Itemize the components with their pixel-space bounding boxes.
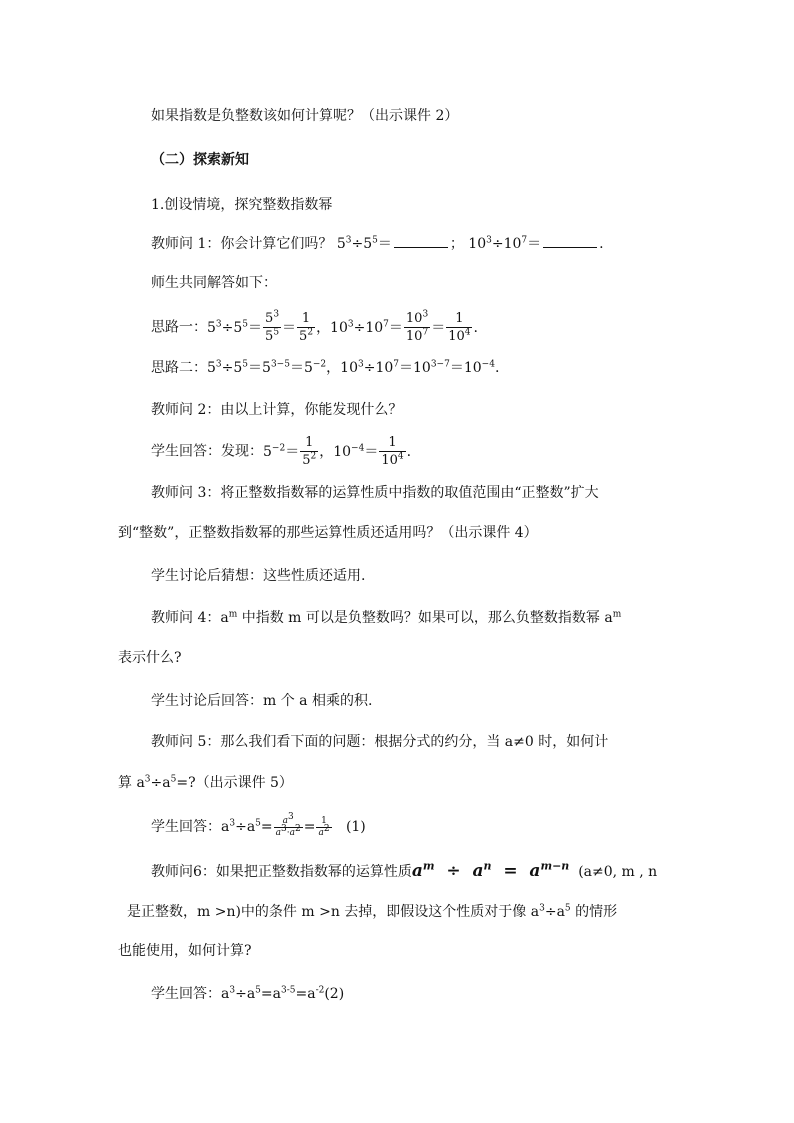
student-answer-2-math: $a^3\div a^5=a^{3-5}=a^{-2}$ (221, 985, 325, 1002)
question-6-condition: (a≠0, m , n (578, 864, 658, 880)
equation-tag-2: (2) (324, 986, 345, 1002)
question-3-line-2 (118, 523, 538, 543)
question-4-text-b: 中指数 m 可以是负整数吗？如果可以，那么负整数指数幂 a (237, 610, 613, 626)
idea-2-math: $5^3\div 5^5=5^{3-5}=5^{-2}$，$10^3\div 10^7=10^{3-7}=10^{-4}$. (207, 359, 500, 376)
question-3-text-2: 到“整数”，正整数指数幂的那些运算性质还适用吗？（出示课件 4） (118, 525, 538, 541)
question-1-text: 教师问 1：你会计算它们吗？ (151, 236, 333, 252)
question-3-line-1 (151, 483, 599, 503)
equation-tag-1: (1) (345, 819, 366, 835)
q5-exp-3: 3 (144, 774, 151, 785)
question-6-line-2 (127, 902, 617, 922)
question-4-text-a: 教师问 4：a (151, 610, 229, 626)
question-6-text-a: 教师问6：如果把正整数指数幂的运算性质 (151, 864, 412, 880)
q4-exp-m-1: m (228, 609, 238, 620)
question-4-line-1 (151, 608, 621, 628)
question-6-text-2: 是正整数，m >n)中的条件 m >n 去掉，即假设这个性质对于像 a (127, 904, 540, 920)
sub-heading-text: 1.创设情境，探究整数指数幂 (151, 197, 333, 213)
section-heading (151, 150, 249, 170)
student-answer-1-line (151, 812, 366, 842)
question-5-line-1 (151, 732, 608, 752)
student-found-math: $5^{-2}=$ $\frac{1}{5^2}$ ，$10^{-4}=$ $\frac{1}{10^4}$ . (263, 435, 412, 468)
question-6-text-2c: 的情形 (570, 904, 618, 920)
question-2-text: 教师问 2：由以上计算，你能发现什么？ (151, 402, 403, 418)
student-answer-m-line (151, 691, 372, 711)
q6-exp-5: 5 (564, 903, 571, 914)
question-5-line-2 (118, 773, 293, 793)
idea-1-label: 思路一： (151, 319, 207, 336)
question-6-text-3: 也能使用，如何计算? (118, 943, 252, 959)
question-4-line-2 (118, 648, 182, 668)
intro-line (151, 106, 458, 126)
question-5-text-c: =?（出示课件 5） (176, 775, 293, 791)
q4-exp-m-2: m (612, 609, 622, 620)
question-6-line-3 (118, 941, 252, 961)
student-answer-m-text: 学生讨论后回答：m 个 a 相乘的积. (151, 693, 373, 709)
answer-blank-1[interactable] (394, 233, 448, 248)
section-heading-text: （二）探索新知 (151, 152, 249, 168)
question-2 (151, 400, 402, 420)
question-3-text-1: 教师问 3：将正整数指数幂的运算性质中指数的取值范围由“正整数”扩大 (151, 485, 599, 501)
joint-answer-line (151, 273, 277, 293)
student-guess-line (151, 566, 365, 586)
intro-text: 如果指数是负整数该如何计算呢？（出示课件 2） (151, 108, 459, 124)
question-4-text-2: 表示什么? (118, 650, 182, 666)
idea-2-line (151, 358, 499, 378)
question-1 (151, 233, 604, 254)
question-6-line-1 (151, 858, 657, 885)
power-rule-formula: $a^m \div a^n = a^{m-n}$ (411, 859, 570, 881)
idea-1-math: $5^3\div 5^5=$ $\frac{5^3}{5^5}$ ＝ $\frac{1}{5^2}$ ，$10^3\div 10^7=$ $\frac{10^3}{10^7}$ ＝ $\frac{1}{10^4}$ . (207, 309, 478, 344)
student-guess-text: 学生讨论后猜想：这些性质还适用. (151, 568, 366, 584)
question-6-text-2b: ÷a (544, 904, 565, 920)
student-found-line (151, 434, 411, 469)
question-5-text-a: 算 a (118, 775, 145, 791)
q1-separator: ； (449, 236, 464, 252)
q6-exp-3: 3 (539, 903, 545, 914)
answer-blank-2[interactable] (543, 233, 597, 248)
student-answer-1-math: $a^3\div a^5=$ $\frac{a^3}{a^3\cdot a^2}$ = $\frac{1}{a^2}$ (221, 811, 330, 838)
idea-1-line (151, 310, 478, 345)
joint-answer-text: 师生共同解答如下： (151, 275, 277, 291)
idea-2-label: 思路二： (151, 360, 207, 376)
student-answer-2-line (151, 984, 344, 1004)
q5-exp-5: 5 (170, 774, 177, 785)
q1-expr-1: $5^3\div 5^5=$ (336, 235, 392, 252)
q1-expr-2: $10^3\div 10^7=$ (468, 235, 542, 252)
student-found-label: 学生回答：发现： (151, 443, 263, 460)
sub-heading (151, 195, 332, 215)
q1-end: . (599, 236, 604, 252)
question-5-text-b: ÷a (150, 775, 171, 791)
student-answer-2-label: 学生回答： (151, 986, 221, 1002)
question-5-text-1: 教师问 5：那么我们看下面的问题：根据分式的约分，当 a≠0 时，如何计 (151, 734, 609, 750)
student-answer-1-label: 学生回答： (151, 819, 221, 835)
